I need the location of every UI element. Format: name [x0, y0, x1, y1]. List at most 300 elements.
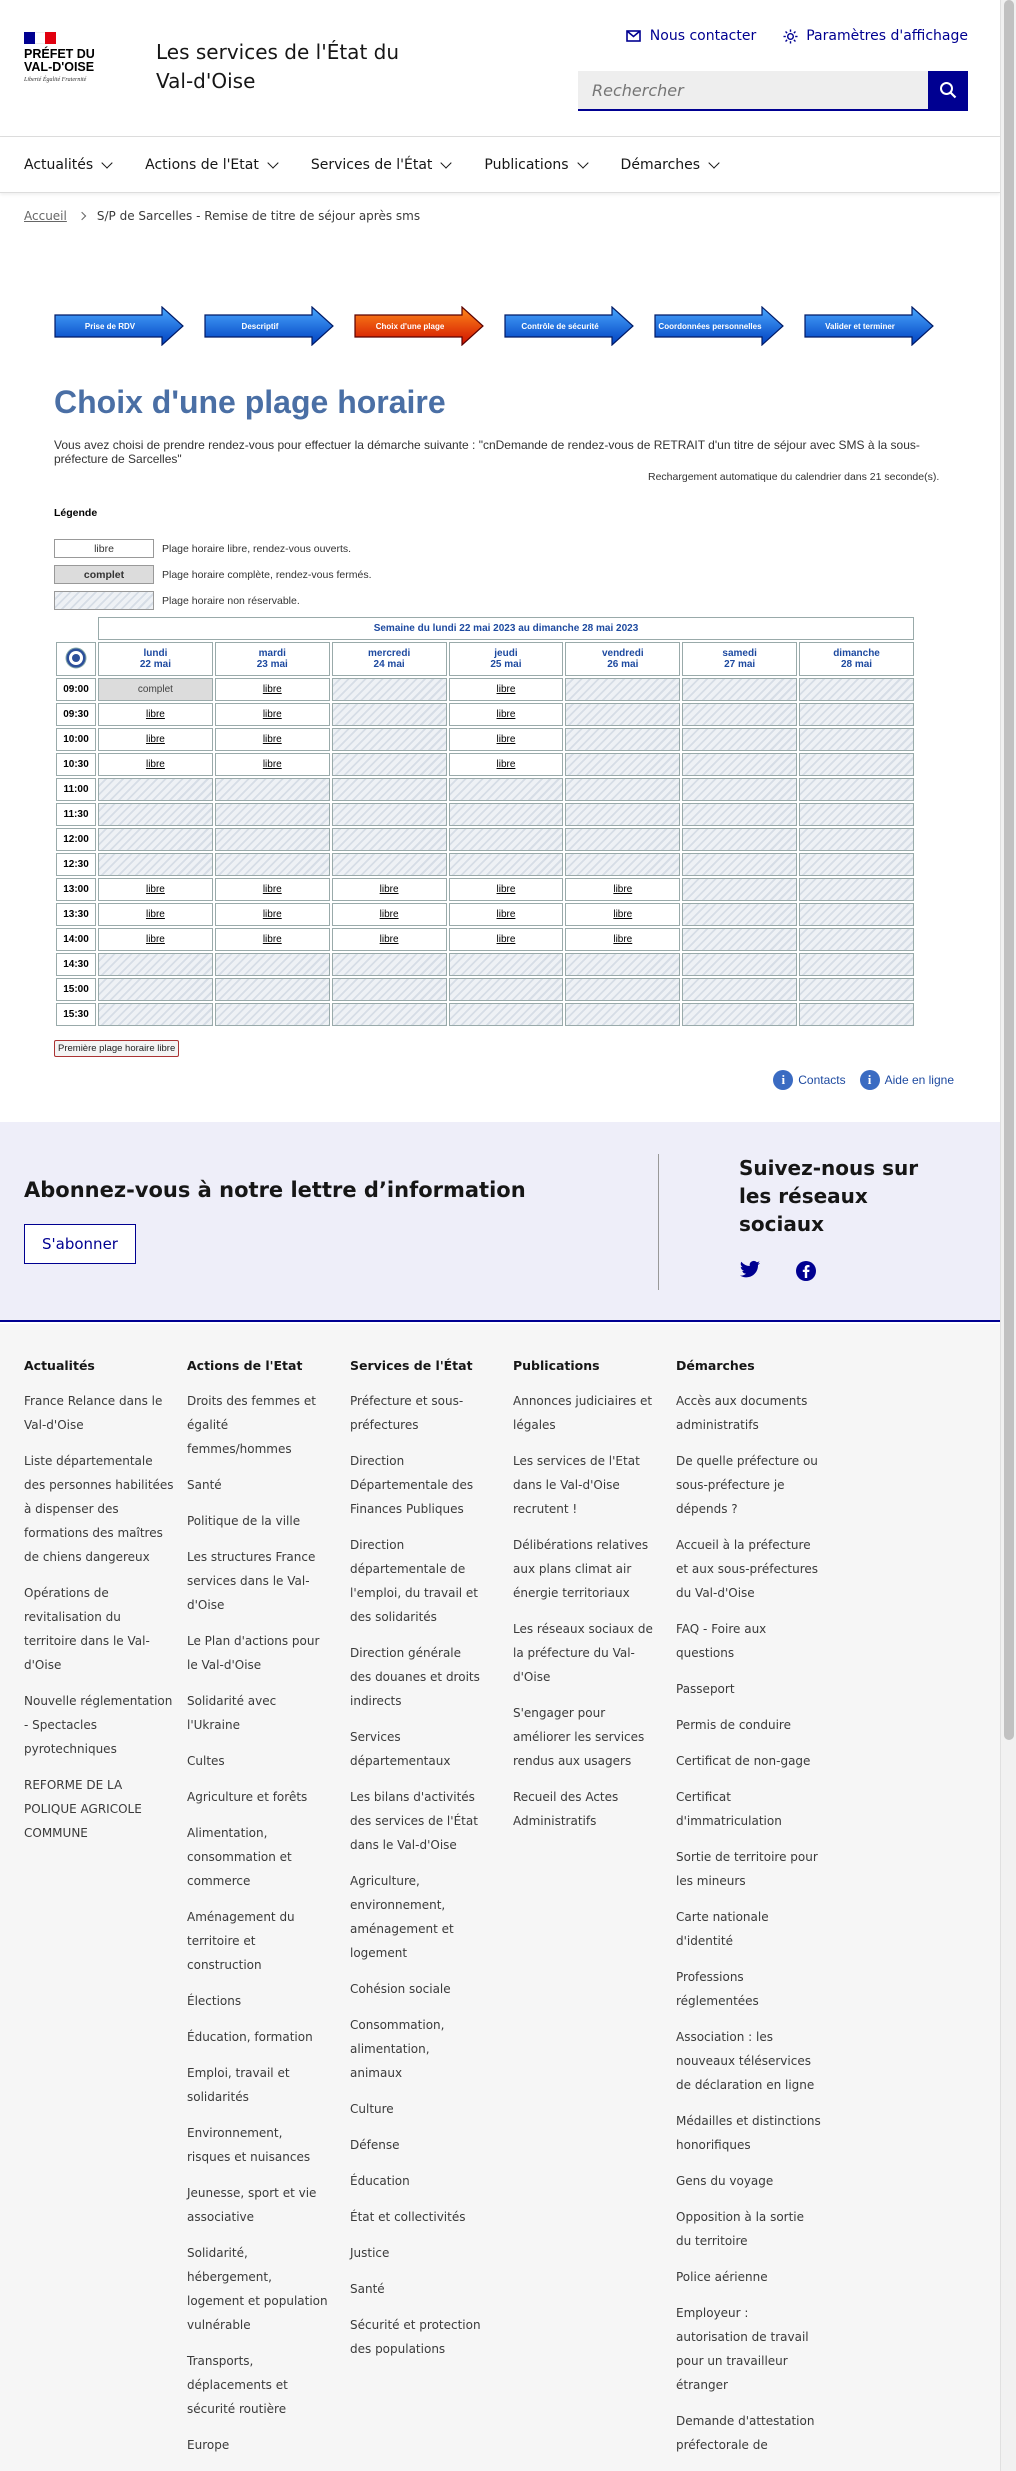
footer-link[interactable]: Europe [187, 2438, 230, 2452]
site-footer [0, 1324, 1000, 2471]
slot-unavailable [565, 953, 680, 976]
day-header [449, 642, 564, 676]
footer-link[interactable]: Association : les nouveaux téléservices de déclaration en ligne [676, 2030, 815, 2092]
footer-link[interactable]: Santé [187, 1478, 222, 1492]
footer-link[interactable]: Éducation, formation [187, 2030, 313, 2044]
french-flag-icon [24, 32, 56, 44]
footer-link[interactable]: Direction générale des douanes et droits indirects [350, 1646, 480, 1708]
legend-text: Plage horaire non réservable. [162, 594, 300, 607]
footer-link[interactable]: S'engager pour améliorer les services rendus aux usagers [513, 1706, 645, 1768]
slot-free-link[interactable]: libre [613, 909, 633, 920]
legend-row-na [54, 592, 372, 609]
mail-icon [626, 28, 642, 44]
slot-unavailable [215, 1003, 330, 1026]
footer-link[interactable]: Politique de la ville [187, 1514, 301, 1528]
footer-link[interactable]: Sécurité et protection des populations [350, 2318, 481, 2356]
logo-name: PRÉFET DU VAL-D'OISE [24, 47, 95, 74]
slot-free[interactable] [215, 878, 330, 901]
slot-free[interactable] [449, 678, 564, 701]
newsletter-title: Abonnez-vous à notre lettre d’information [24, 1178, 526, 1202]
footer-link[interactable]: Employeur : autorisation de travail pour un travailleur étranger [676, 2306, 809, 2392]
site-header [0, 0, 1000, 137]
footer-link[interactable]: Certificat de non-gage [676, 1754, 811, 1768]
slot-unavailable [98, 853, 213, 876]
footer-col-actions [187, 1358, 329, 2469]
footer-col-title: Actions de l'Etat [187, 1358, 303, 1373]
day-name: dimanche [833, 648, 880, 659]
footer-link[interactable]: Agriculture et forêts [187, 1790, 308, 1804]
slot-free[interactable] [98, 753, 213, 776]
contact-label: Nous contacter [649, 28, 757, 44]
twitter-icon[interactable] [739, 1260, 761, 1286]
slot-free-link[interactable]: libre [145, 884, 165, 895]
legend-text: Plage horaire complète, rendez-vous fermés. [162, 568, 372, 581]
slot-free[interactable] [98, 903, 213, 926]
slot-unavailable [682, 978, 797, 1001]
footer-link[interactable]: Médailles et distinctions honorifiques [676, 2114, 821, 2152]
step-label: Choix d'une plage [375, 321, 445, 331]
slot-free[interactable] [98, 928, 213, 951]
page-scrollbar[interactable] [1000, 0, 1016, 2471]
slot-unavailable [565, 803, 680, 826]
slot-unavailable [799, 953, 914, 976]
slot-time: 09:30 [56, 703, 96, 726]
footer-link[interactable]: Solidarité avec l'Ukraine [187, 1694, 277, 1732]
slot-unavailable [98, 1003, 213, 1026]
time-slot-row [56, 903, 914, 926]
slot-free-link[interactable]: libre [496, 759, 516, 770]
slot-unavailable [332, 853, 447, 876]
slot-free-link[interactable]: libre [262, 709, 282, 720]
footer-link[interactable]: Aménagement du territoire et construction [187, 1910, 295, 1972]
search-button[interactable] [928, 71, 968, 111]
slot-unavailable [682, 678, 797, 701]
slot-free-link[interactable]: libre [145, 909, 165, 920]
intro-text: Vous avez choisi de prendre rendez-vous pour effectuer la démarche suivante : "cnDemande de rendez-vous de RETRAIT d'un titre de séjour avec SMS à la sous-préfecture de Sarcelles" [54, 438, 920, 466]
legend-text: Plage horaire libre, rendez-vous ouverts. [162, 542, 352, 555]
info-icon: i [773, 1070, 793, 1090]
day-header [215, 642, 330, 676]
day-name: mardi [258, 648, 286, 659]
footer-link[interactable]: Consommation, alimentation, animaux [350, 2018, 445, 2080]
slot-unavailable [565, 703, 680, 726]
slot-time: 09:00 [56, 678, 96, 701]
chevron-down-icon [577, 157, 588, 168]
slot-free[interactable] [449, 703, 564, 726]
footer-link[interactable]: Délibérations relatives aux plans climat air énergie territoriaux [513, 1538, 649, 1600]
slot-unavailable [682, 1003, 797, 1026]
footer-link[interactable]: Droits des femmes et égalité femmes/hommes [187, 1394, 316, 1456]
slot-unavailable [332, 1003, 447, 1026]
search-input[interactable] [578, 71, 928, 111]
slot-unavailable [682, 803, 797, 826]
online-help-link[interactable] [860, 1070, 954, 1090]
day-date: 24 mai [373, 659, 405, 670]
slot-free[interactable] [98, 878, 213, 901]
slot-unavailable [799, 853, 914, 876]
day-name: jeudi [494, 648, 518, 659]
footer-link[interactable]: Passeport [676, 1682, 735, 1696]
calendar-spacer [56, 617, 96, 640]
time-slot-row [56, 678, 914, 701]
first-free-slot-button[interactable]: Première plage horaire libre [54, 1040, 179, 1057]
footer-link[interactable]: Liste départementale des personnes habilitées à dispenser des formations des maîtres de chiens dangereux [24, 1454, 174, 1564]
footer-link[interactable]: Direction Départementale des Finances Publiques [350, 1454, 474, 1516]
slot-free-link[interactable]: libre [496, 909, 516, 920]
day-header [98, 642, 213, 676]
footer-col-title: Démarches [676, 1358, 755, 1373]
day-name: vendredi [601, 648, 644, 659]
slot-free-link[interactable]: libre [379, 934, 399, 945]
day-date: 27 mai [724, 659, 756, 670]
display-settings-link[interactable] [782, 28, 968, 44]
footer-col-services [350, 1358, 484, 2373]
step-label: Coordonnées personnelles [658, 321, 762, 331]
calendar-nav-icon [65, 661, 87, 672]
slot-free[interactable] [332, 878, 447, 901]
slot-unavailable [799, 728, 914, 751]
chevron-right-icon [78, 212, 86, 220]
slot-free-link[interactable]: libre [145, 734, 165, 745]
step-label: Prise de RDV [84, 321, 136, 331]
main-nav [0, 137, 1000, 193]
footer-link[interactable]: Jeunesse, sport et vie associative [187, 2186, 317, 2224]
footer-col-demarches [676, 1358, 821, 2469]
footer-link[interactable]: Sortie de territoire pour les mineurs [676, 1850, 818, 1888]
slot-unavailable [565, 828, 680, 851]
footer-link[interactable]: Les réseaux sociaux de la préfecture du Val-d'Oise [513, 1622, 653, 1684]
slot-time: 10:30 [56, 753, 96, 776]
slot-free-link[interactable]: libre [262, 909, 282, 920]
slot-free[interactable] [215, 753, 330, 776]
time-slot-row [56, 803, 914, 826]
slot-free[interactable] [98, 728, 213, 751]
footer-link[interactable]: Gens du voyage [676, 2174, 774, 2188]
slot-unavailable [332, 678, 447, 701]
footer-link[interactable]: REFORME DE LA POLIQUE AGRICOLE COMMUNE [24, 1778, 142, 1840]
slot-free[interactable] [565, 903, 680, 926]
footer-link[interactable]: Alimentation, consommation et commerce [187, 1826, 292, 1888]
slot-unavailable [799, 803, 914, 826]
footer-link[interactable]: Le Plan d'actions pour le Val-d'Oise [187, 1634, 320, 1672]
slot-time: 12:30 [56, 853, 96, 876]
calendar-table [54, 615, 916, 1028]
day-name: lundi [143, 648, 168, 659]
footer-link[interactable]: Santé [350, 2282, 385, 2296]
legend-box-free: libre [54, 539, 154, 558]
time-slot-row [56, 978, 914, 1001]
footer-link[interactable]: Services départementaux [350, 1730, 451, 1768]
slot-time: 15:00 [56, 978, 96, 1001]
footer-link[interactable]: Les structures France services dans le Val-d'Oise [187, 1550, 316, 1612]
slot-free[interactable] [215, 928, 330, 951]
contacts-label: Contacts [798, 1073, 846, 1087]
footer-col-actualites [24, 1358, 174, 1857]
newsletter-section [0, 1122, 1000, 1322]
footer-link[interactable]: Culture [350, 2102, 394, 2116]
slot-unavailable [215, 778, 330, 801]
step-label: Valider et terminer [825, 321, 895, 331]
slot-unavailable [332, 753, 447, 776]
slot-free[interactable] [332, 928, 447, 951]
slot-free-link[interactable]: libre [496, 934, 516, 945]
slot-time: 13:00 [56, 878, 96, 901]
slot-free-link[interactable]: libre [613, 934, 633, 945]
calendar-nav-button[interactable] [56, 642, 96, 676]
legend [54, 540, 372, 618]
progress-steps [54, 306, 934, 346]
footer-link[interactable]: Accès aux documents administratifs [676, 1394, 808, 1432]
slot-full: complet [98, 678, 213, 701]
slot-free-link[interactable]: libre [379, 909, 399, 920]
step-label: Contrôle de sécurité [521, 321, 599, 331]
page-title: Choix d'une plage horaire [54, 384, 446, 420]
slot-free-link[interactable]: libre [496, 684, 516, 695]
footer-link[interactable]: Solidarité, hébergement, logement et population vulnérable [187, 2246, 328, 2332]
slot-unavailable [799, 878, 914, 901]
time-slot-row [56, 1003, 914, 1026]
slot-unavailable [565, 728, 680, 751]
footer-link[interactable]: Police aérienne [676, 2270, 768, 2284]
breadcrumb-home[interactable]: Accueil [24, 209, 67, 223]
footer-link[interactable]: Permis de conduire [676, 1718, 791, 1732]
display-settings-label: Paramètres d'affichage [806, 28, 968, 44]
slot-unavailable [682, 703, 797, 726]
slot-free[interactable] [449, 903, 564, 926]
footer-link[interactable]: Élections [187, 1994, 242, 2008]
slot-unavailable [799, 703, 914, 726]
slot-free[interactable] [215, 678, 330, 701]
slot-unavailable [799, 828, 914, 851]
slot-free-link[interactable]: libre [379, 884, 399, 895]
slot-time: 12:00 [56, 828, 96, 851]
footer-link[interactable]: Direction départementale de l'emploi, du travail et des solidarités [350, 1538, 479, 1624]
slot-time: 10:00 [56, 728, 96, 751]
sun-icon [782, 28, 798, 44]
slot-free-link[interactable]: libre [145, 709, 165, 720]
footer-link[interactable]: Accueil à la préfecture et aux sous-préfectures du Val-d'Oise [676, 1538, 819, 1600]
footer-link[interactable]: Cohésion sociale [350, 1982, 451, 1996]
footer-link[interactable]: Nouvelle réglementation - Spectacles pyrotechniques [24, 1694, 173, 1756]
footer-link[interactable]: Certificat d'immatriculation [676, 1790, 782, 1828]
slot-unavailable [332, 978, 447, 1001]
slot-unavailable [449, 853, 564, 876]
slot-free-link[interactable]: libre [145, 759, 165, 770]
slot-unavailable [449, 803, 564, 826]
time-slot-row [56, 753, 914, 776]
slot-unavailable [98, 828, 213, 851]
chevron-down-icon [441, 157, 452, 168]
footer-link[interactable]: Carte nationale d'identité [676, 1910, 769, 1948]
slot-free[interactable] [565, 878, 680, 901]
slot-free-link[interactable]: libre [262, 684, 282, 695]
nav-item-demarches[interactable]: Démarches [621, 157, 719, 173]
time-slot-row [56, 728, 914, 751]
slot-free[interactable] [215, 703, 330, 726]
slot-free[interactable] [332, 903, 447, 926]
footer-link[interactable]: Opérations de revitalisation du territoire dans le Val-d'Oise [24, 1586, 150, 1672]
day-header [565, 642, 680, 676]
time-slot-row [56, 778, 914, 801]
step-controle-securite [504, 306, 634, 346]
slot-free-link[interactable]: libre [262, 734, 282, 745]
footer-link[interactable]: Préfecture et sous-préfectures [350, 1394, 464, 1432]
footer-link[interactable]: Défense [350, 2138, 400, 2152]
help-links [773, 1070, 954, 1090]
day-header [682, 642, 797, 676]
slot-time: 11:00 [56, 778, 96, 801]
day-header [799, 642, 914, 676]
slot-unavailable [682, 828, 797, 851]
footer-link[interactable]: État et collectivités [350, 2210, 466, 2224]
slot-unavailable [799, 778, 914, 801]
contact-link[interactable] [626, 28, 756, 44]
time-slot-row [56, 853, 914, 876]
legend-title: Légende [54, 507, 98, 519]
nav-item-actualites[interactable]: Actualités [24, 157, 111, 173]
day-name: samedi [722, 648, 757, 659]
slot-unavailable [682, 853, 797, 876]
slot-free-link[interactable]: libre [262, 759, 282, 770]
footer-link[interactable]: Recueil des Actes Administratifs [513, 1790, 619, 1828]
day-date: 22 mai [139, 659, 171, 670]
time-slot-row [56, 928, 914, 951]
slot-unavailable [98, 778, 213, 801]
slot-unavailable [332, 828, 447, 851]
footer-link[interactable]: Annonces judiciaires et légales [513, 1394, 653, 1432]
search-bar [578, 71, 968, 111]
slot-unavailable [682, 878, 797, 901]
nav-item-publications[interactable]: Publications [484, 157, 586, 173]
slot-free-link[interactable]: libre [262, 934, 282, 945]
footer-link[interactable]: France Relance dans le Val-d'Oise [24, 1394, 163, 1432]
chevron-down-icon [101, 157, 112, 168]
time-slot-row [56, 828, 914, 851]
social-title: Suivez-nous sur les réseaux sociaux [739, 1156, 919, 1236]
day-date: 28 mai [840, 659, 873, 670]
slot-unavailable [682, 903, 797, 926]
slot-unavailable [449, 1003, 564, 1026]
slot-free-link[interactable]: libre [262, 884, 282, 895]
footer-link[interactable]: Éducation [350, 2174, 410, 2188]
time-slot-row [56, 703, 914, 726]
slot-free[interactable] [449, 753, 564, 776]
slot-unavailable [799, 978, 914, 1001]
slot-unavailable [682, 928, 797, 951]
slot-unavailable [565, 1003, 680, 1026]
slot-unavailable [565, 778, 680, 801]
slot-free[interactable] [215, 728, 330, 751]
footer-link[interactable]: FAQ - Foire aux questions [676, 1622, 767, 1660]
subscribe-button[interactable]: S'abonner [24, 1224, 136, 1264]
nav-item-services-etat[interactable]: Services de l'État [311, 157, 451, 173]
slot-free[interactable] [98, 703, 213, 726]
slot-unavailable [98, 953, 213, 976]
slot-free-link[interactable]: libre [145, 934, 165, 945]
legend-box-na [54, 591, 154, 610]
footer-link[interactable]: Justice [350, 2246, 390, 2260]
footer-link[interactable]: De quelle préfecture ou sous-préfecture je dépends ? [676, 1454, 818, 1516]
footer-col-title: Actualités [24, 1358, 95, 1373]
help-label: Aide en ligne [884, 1073, 954, 1087]
prefet-logo[interactable] [24, 32, 124, 84]
slot-free-link[interactable]: libre [496, 709, 516, 720]
slot-unavailable [215, 953, 330, 976]
slot-unavailable [565, 753, 680, 776]
footer-link[interactable]: Demande d'attestation préfectorale de [676, 2414, 815, 2452]
slot-unavailable [332, 703, 447, 726]
time-slot-row [56, 953, 914, 976]
slot-unavailable [449, 778, 564, 801]
chevron-down-icon [708, 157, 719, 168]
slot-free-link[interactable]: libre [613, 884, 633, 895]
footer-link[interactable]: Opposition à la sortie du territoire [676, 2210, 805, 2248]
slot-free-link[interactable]: libre [496, 884, 516, 895]
slot-free-link[interactable]: libre [496, 734, 516, 745]
slot-unavailable [98, 803, 213, 826]
slot-free[interactable] [449, 728, 564, 751]
step-coordonnees [654, 306, 784, 346]
header-tools [626, 28, 968, 44]
site-title[interactable]: Les services de l'État du Val-d'Oise [156, 40, 400, 93]
slot-unavailable [449, 978, 564, 1001]
slot-unavailable [565, 853, 680, 876]
footer-link[interactable]: Professions réglementées [676, 1970, 759, 2008]
slot-time: 15:30 [56, 1003, 96, 1026]
slot-unavailable [215, 803, 330, 826]
chevron-down-icon [267, 157, 278, 168]
footer-link[interactable]: Transports, déplacements et sécurité routière [187, 2354, 288, 2416]
day-header [332, 642, 447, 676]
footer-link[interactable]: Agriculture, environnement, aménagement et logement [350, 1874, 454, 1960]
legend-box-full: complet [54, 565, 154, 584]
breadcrumb-current: S/P de Sarcelles - Remise de titre de séjour après sms [96, 209, 421, 223]
facebook-icon[interactable] [795, 1260, 817, 1286]
slot-unavailable [215, 828, 330, 851]
day-date: 23 mai [256, 659, 288, 670]
week-title: Semaine du lundi 22 mai 2023 au dimanche 28 mai 2023 [98, 617, 914, 640]
slot-unavailable [682, 778, 797, 801]
slot-free[interactable] [449, 878, 564, 901]
logo-motto: Liberté Égalité Fraternité [24, 77, 87, 83]
slot-unavailable [565, 978, 680, 1001]
social-links [739, 1260, 817, 1286]
slot-free[interactable] [565, 928, 680, 951]
slot-free[interactable] [215, 903, 330, 926]
slot-unavailable [215, 978, 330, 1001]
slot-unavailable [98, 978, 213, 1001]
slot-unavailable [449, 953, 564, 976]
contacts-link[interactable] [773, 1070, 845, 1090]
footer-link[interactable]: Les services de l'Etat dans le Val-d'Oise recrutent ! [513, 1454, 640, 1516]
day-date: 26 mai [607, 659, 639, 670]
footer-link[interactable]: Environnement, risques et nuisances [187, 2126, 311, 2164]
scrollbar-thumb[interactable] [1004, 0, 1014, 1740]
day-name: mercredi [367, 648, 411, 659]
nav-item-actions-etat[interactable]: Actions de l'Etat [145, 157, 277, 173]
footer-col-title: Services de l'État [350, 1358, 473, 1373]
slot-unavailable [332, 803, 447, 826]
footer-link[interactable]: Les bilans d'activités des services de l'État dans le Val-d'Oise [350, 1790, 478, 1852]
slot-unavailable [799, 903, 914, 926]
footer-link[interactable]: Emploi, travail et solidarités [187, 2066, 290, 2104]
slot-unavailable [799, 928, 914, 951]
legend-row-full [54, 566, 372, 583]
footer-link[interactable]: Cultes [187, 1754, 225, 1768]
slot-free[interactable] [449, 928, 564, 951]
slot-unavailable [332, 778, 447, 801]
footer-col-publications [513, 1358, 653, 1845]
